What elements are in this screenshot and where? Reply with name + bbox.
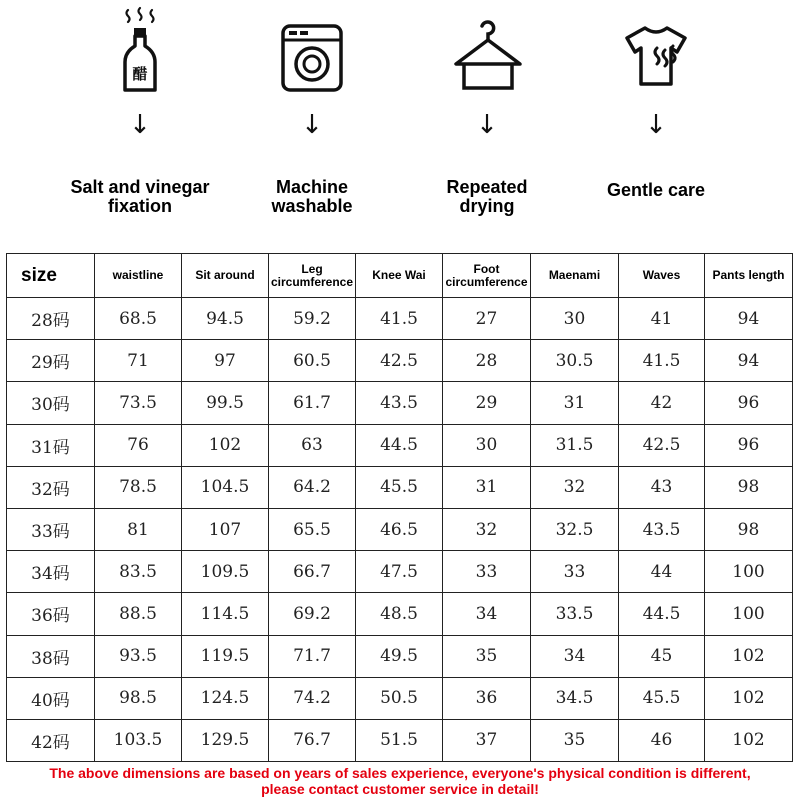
- measurement-cell: 96: [705, 382, 793, 424]
- measurement-cell: 45.5: [356, 466, 443, 508]
- disclaimer-line: The above dimensions are based on years of sales experience, everyone's physical condition is different,: [49, 765, 751, 781]
- arrow-down-icon: ↓: [476, 110, 498, 140]
- size-cell: 38码: [7, 635, 95, 677]
- measurement-cell: 28: [443, 340, 531, 382]
- size-cell: 40码: [7, 677, 95, 719]
- measurement-cell: 30: [531, 298, 619, 340]
- measurement-cell: 68.5: [95, 298, 182, 340]
- size-cell: 34码: [7, 551, 95, 593]
- measurement-cell: 35: [531, 719, 619, 761]
- table-row: [7, 677, 793, 719]
- measurement-cell: 98.5: [95, 677, 182, 719]
- measurement-cell: 33: [443, 551, 531, 593]
- care-instructions: [0, 0, 800, 240]
- measurement-cell: 44: [619, 551, 705, 593]
- measurement-cell: 100: [705, 551, 793, 593]
- measurement-cell: 69.2: [269, 593, 356, 635]
- measurement-cell: 36: [443, 677, 531, 719]
- care-label: Salt and vinegar fixation: [70, 177, 210, 216]
- table-row: [7, 340, 793, 382]
- measurement-cell: 33: [531, 551, 619, 593]
- measurement-cell: 34: [531, 635, 619, 677]
- measurement-cell: 71: [95, 340, 182, 382]
- column-header: size: [7, 254, 95, 298]
- measurement-cell: 93.5: [95, 635, 182, 677]
- measurement-cell: 78.5: [95, 466, 182, 508]
- measurement-cell: 98: [705, 466, 793, 508]
- measurement-cell: 49.5: [356, 635, 443, 677]
- measurement-cell: 42.5: [619, 424, 705, 466]
- column-header: waistline: [95, 254, 182, 298]
- measurement-cell: 37: [443, 719, 531, 761]
- measurement-cell: 83.5: [95, 551, 182, 593]
- measurement-cell: 31: [443, 466, 531, 508]
- measurement-cell: 97: [182, 340, 269, 382]
- measurement-cell: 129.5: [182, 719, 269, 761]
- measurement-cell: 100: [705, 593, 793, 635]
- measurement-cell: 48.5: [356, 593, 443, 635]
- measurement-cell: 76: [95, 424, 182, 466]
- table-row: [7, 382, 793, 424]
- measurement-cell: 29: [443, 382, 531, 424]
- measurement-cell: 59.2: [269, 298, 356, 340]
- size-cell: 28码: [7, 298, 95, 340]
- care-item-gentle: [556, 0, 756, 240]
- size-disclaimer: [0, 765, 800, 797]
- measurement-cell: 63: [269, 424, 356, 466]
- measurement-cell: 45.5: [619, 677, 705, 719]
- measurement-cell: 102: [182, 424, 269, 466]
- size-cell: 31码: [7, 424, 95, 466]
- measurement-cell: 41.5: [356, 298, 443, 340]
- care-item-machine: [212, 0, 412, 240]
- measurement-cell: 107: [182, 508, 269, 550]
- column-header: Waves: [619, 254, 705, 298]
- measurement-cell: 44.5: [356, 424, 443, 466]
- measurement-cell: 32: [531, 466, 619, 508]
- measurement-cell: 60.5: [269, 340, 356, 382]
- measurement-cell: 42: [619, 382, 705, 424]
- measurement-cell: 64.2: [269, 466, 356, 508]
- measurement-cell: 76.7: [269, 719, 356, 761]
- table-row: [7, 466, 793, 508]
- shirt-steam-icon: [611, 4, 701, 94]
- measurement-cell: 42.5: [356, 340, 443, 382]
- table-row: [7, 298, 793, 340]
- measurement-cell: 74.2: [269, 677, 356, 719]
- care-label: Gentle care: [606, 180, 706, 200]
- measurement-cell: 44.5: [619, 593, 705, 635]
- care-label: Repeated drying: [446, 177, 528, 216]
- measurement-cell: 66.7: [269, 551, 356, 593]
- measurement-cell: 94: [705, 340, 793, 382]
- measurement-cell: 45: [619, 635, 705, 677]
- table-row: [7, 719, 793, 761]
- measurement-cell: 41.5: [619, 340, 705, 382]
- column-header: Leg circumference: [269, 254, 356, 298]
- measurement-cell: 32.5: [531, 508, 619, 550]
- measurement-cell: 104.5: [182, 466, 269, 508]
- table-row: [7, 424, 793, 466]
- measurement-cell: 43.5: [619, 508, 705, 550]
- measurement-cell: 109.5: [182, 551, 269, 593]
- measurement-cell: 81: [95, 508, 182, 550]
- measurement-cell: 114.5: [182, 593, 269, 635]
- measurement-cell: 34.5: [531, 677, 619, 719]
- measurement-cell: 31: [531, 382, 619, 424]
- measurement-cell: 34: [443, 593, 531, 635]
- measurement-cell: 102: [705, 677, 793, 719]
- size-cell: 33码: [7, 508, 95, 550]
- size-cell: 36码: [7, 593, 95, 635]
- size-cell: 29码: [7, 340, 95, 382]
- table-row: [7, 635, 793, 677]
- measurement-cell: 102: [705, 635, 793, 677]
- measurement-cell: 30.5: [531, 340, 619, 382]
- column-header: Sit around: [182, 254, 269, 298]
- vinegar-bottle-icon: [95, 4, 185, 94]
- measurement-cell: 33.5: [531, 593, 619, 635]
- column-header: Knee Wai: [356, 254, 443, 298]
- size-cell: 30码: [7, 382, 95, 424]
- measurement-cell: 43: [619, 466, 705, 508]
- measurement-cell: 65.5: [269, 508, 356, 550]
- arrow-down-icon: ↓: [645, 110, 667, 140]
- column-header: Pants length: [705, 254, 793, 298]
- care-item-vinegar: [40, 0, 240, 240]
- measurement-cell: 103.5: [95, 719, 182, 761]
- washing-machine-icon: [267, 4, 357, 94]
- measurement-cell: 31.5: [531, 424, 619, 466]
- measurement-cell: 27: [443, 298, 531, 340]
- measurement-cell: 99.5: [182, 382, 269, 424]
- measurement-cell: 51.5: [356, 719, 443, 761]
- vinegar-glyph: 醋: [132, 65, 148, 83]
- measurement-cell: 98: [705, 508, 793, 550]
- measurement-cell: 61.7: [269, 382, 356, 424]
- measurement-cell: 46: [619, 719, 705, 761]
- measurement-cell: 46.5: [356, 508, 443, 550]
- measurement-cell: 119.5: [182, 635, 269, 677]
- measurement-cell: 43.5: [356, 382, 443, 424]
- table-row: [7, 593, 793, 635]
- care-label: Machine washable: [271, 177, 353, 216]
- measurement-cell: 88.5: [95, 593, 182, 635]
- table-row: [7, 551, 793, 593]
- measurement-cell: 71.7: [269, 635, 356, 677]
- measurement-cell: 47.5: [356, 551, 443, 593]
- measurement-cell: 35: [443, 635, 531, 677]
- disclaimer-line: please contact customer service in detail!: [261, 781, 539, 797]
- measurement-cell: 124.5: [182, 677, 269, 719]
- measurement-cell: 32: [443, 508, 531, 550]
- hanger-icon: [442, 4, 532, 94]
- table-header-row: [7, 254, 793, 298]
- measurement-cell: 30: [443, 424, 531, 466]
- measurement-cell: 94: [705, 298, 793, 340]
- measurement-cell: 41: [619, 298, 705, 340]
- column-header: Maenami: [531, 254, 619, 298]
- column-header: Foot circumference: [443, 254, 531, 298]
- size-table: [6, 253, 793, 762]
- measurement-cell: 73.5: [95, 382, 182, 424]
- measurement-cell: 50.5: [356, 677, 443, 719]
- measurement-cell: 96: [705, 424, 793, 466]
- size-cell: 42码: [7, 719, 95, 761]
- size-cell: 32码: [7, 466, 95, 508]
- measurement-cell: 102: [705, 719, 793, 761]
- table-row: [7, 508, 793, 550]
- arrow-down-icon: ↓: [129, 110, 151, 140]
- arrow-down-icon: ↓: [301, 110, 323, 140]
- measurement-cell: 94.5: [182, 298, 269, 340]
- table-body: [7, 298, 793, 762]
